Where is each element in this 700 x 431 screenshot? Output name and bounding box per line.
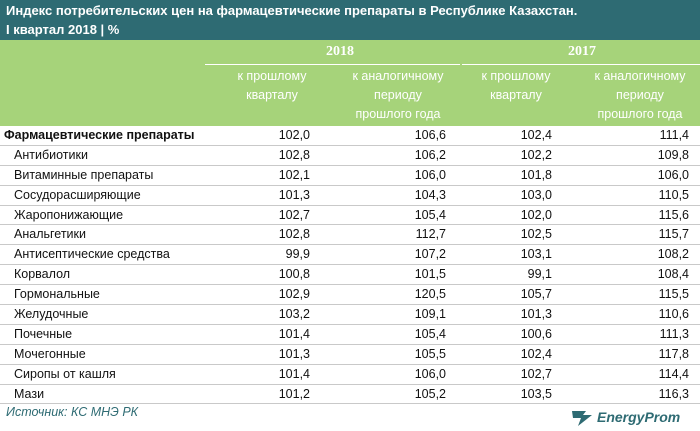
row-value: 102,8 — [278, 147, 310, 162]
table-row — [0, 345, 700, 365]
row-value: 109,8 — [657, 147, 689, 162]
row-value: 99,1 — [527, 267, 552, 282]
table-row — [0, 365, 700, 385]
row-value: 101,4 — [278, 326, 310, 341]
row-value: 115,6 — [658, 207, 689, 222]
row-label: Жаропонижающие — [14, 207, 124, 222]
col-header-2018-same-period: к аналогичному периоду прошлого года — [352, 69, 444, 121]
table-header — [0, 40, 700, 126]
row-value: 102,2 — [520, 147, 552, 162]
row-value: 111,3 — [659, 326, 689, 341]
table-body — [0, 126, 700, 404]
row-label: Желудочные — [14, 307, 89, 322]
row-value: 105,2 — [414, 386, 446, 401]
row-label: Мочегонные — [14, 346, 86, 361]
row-value: 100,8 — [278, 267, 310, 282]
chart-title-line1: Индекс потребительских цен на фармацевтические препараты в Республике Казахстан. — [6, 3, 578, 18]
chart-title — [0, 0, 700, 40]
table-row — [0, 285, 700, 305]
chart-title-line2: I квартал 2018 | % — [6, 22, 120, 37]
year-2018-divider — [205, 64, 460, 65]
col-header-2017-same-period: к аналогичному периоду прошлого года — [594, 69, 686, 121]
row-value: 114,4 — [658, 366, 689, 381]
row-value: 106,6 — [414, 128, 446, 142]
row-value: 103,1 — [520, 247, 552, 262]
row-value: 102,4 — [520, 346, 552, 361]
year-2018-header: 2018 — [326, 44, 354, 59]
row-value: 111,4 — [659, 128, 689, 142]
row-value: 101,5 — [414, 267, 446, 282]
row-value: 106,0 — [657, 167, 689, 182]
row-value: 103,2 — [278, 307, 310, 322]
row-label: Мази — [14, 386, 45, 401]
row-value: 105,4 — [414, 207, 446, 222]
row-label: Фармацевтические препараты — [4, 128, 195, 142]
table-row — [0, 126, 700, 146]
table-row — [0, 146, 700, 166]
table-row — [0, 245, 700, 265]
table-row — [0, 265, 700, 285]
row-value: 101,2 — [278, 386, 310, 401]
row-value: 102,7 — [520, 366, 552, 381]
row-value: 108,2 — [657, 247, 689, 262]
row-value: 101,8 — [520, 167, 552, 182]
row-value: 99,9 — [285, 247, 310, 262]
row-value: 103,5 — [520, 386, 552, 401]
row-label: Почечные — [14, 326, 73, 341]
table-row — [0, 225, 700, 245]
row-value: 102,0 — [520, 207, 552, 222]
row-value: 107,2 — [414, 247, 446, 262]
row-value: 117,8 — [658, 346, 689, 361]
row-value: 116,3 — [658, 386, 689, 401]
row-value: 102,7 — [278, 207, 310, 222]
row-value: 102,9 — [278, 287, 310, 302]
row-value: 110,6 — [658, 307, 689, 322]
row-value: 106,2 — [414, 147, 446, 162]
row-value: 106,0 — [414, 167, 446, 182]
row-value: 102,4 — [520, 128, 552, 142]
row-value: 104,3 — [414, 187, 446, 202]
row-value: 120,5 — [414, 287, 446, 302]
row-label: Витаминные препараты — [14, 167, 154, 182]
table-row — [0, 186, 700, 206]
row-value: 109,1 — [414, 307, 446, 322]
table-row — [0, 206, 700, 226]
row-value: 101,4 — [278, 366, 310, 381]
row-value: 105,4 — [414, 326, 446, 341]
row-value: 106,0 — [414, 366, 446, 381]
table-row — [0, 166, 700, 186]
row-value: 115,5 — [658, 287, 689, 302]
source-note: Источник: КС МНЭ РК — [6, 405, 139, 419]
year-2017-divider — [462, 64, 700, 65]
row-label: Корвалол — [14, 267, 71, 282]
lightning-icon — [570, 407, 594, 427]
year-2017-header: 2017 — [568, 44, 596, 59]
row-value: 108,4 — [657, 267, 689, 282]
row-value: 105,5 — [414, 346, 446, 361]
row-value: 101,3 — [278, 346, 310, 361]
energyprom-logo — [570, 406, 680, 428]
logo-text: EnergyProm — [597, 409, 681, 425]
row-label: Антисептические средства — [14, 247, 170, 262]
row-label: Сосудорасширяющие — [14, 187, 141, 202]
table-row — [0, 305, 700, 325]
row-value: 101,3 — [520, 307, 552, 322]
row-value: 105,7 — [520, 287, 552, 302]
row-value: 102,1 — [278, 167, 310, 182]
row-value: 102,5 — [520, 227, 552, 242]
table-row — [0, 325, 700, 345]
row-value: 102,0 — [278, 128, 310, 142]
row-label: Антибиотики — [14, 147, 88, 162]
row-value: 102,8 — [278, 227, 310, 242]
row-value: 112,7 — [415, 227, 446, 242]
row-label: Сиропы от кашля — [14, 366, 116, 381]
row-value: 100,6 — [520, 326, 552, 341]
row-value: 101,3 — [278, 187, 310, 202]
row-value: 103,0 — [520, 187, 552, 202]
row-label: Гормональные — [14, 287, 100, 302]
col-header-2017-prev-quarter: к прошлому кварталу — [481, 69, 551, 102]
row-label: Анальгетики — [14, 227, 86, 242]
row-value: 115,7 — [658, 227, 689, 242]
row-value: 110,5 — [658, 187, 689, 202]
col-header-2018-prev-quarter: к прошлому кварталу — [237, 69, 307, 102]
footer — [0, 400, 700, 431]
